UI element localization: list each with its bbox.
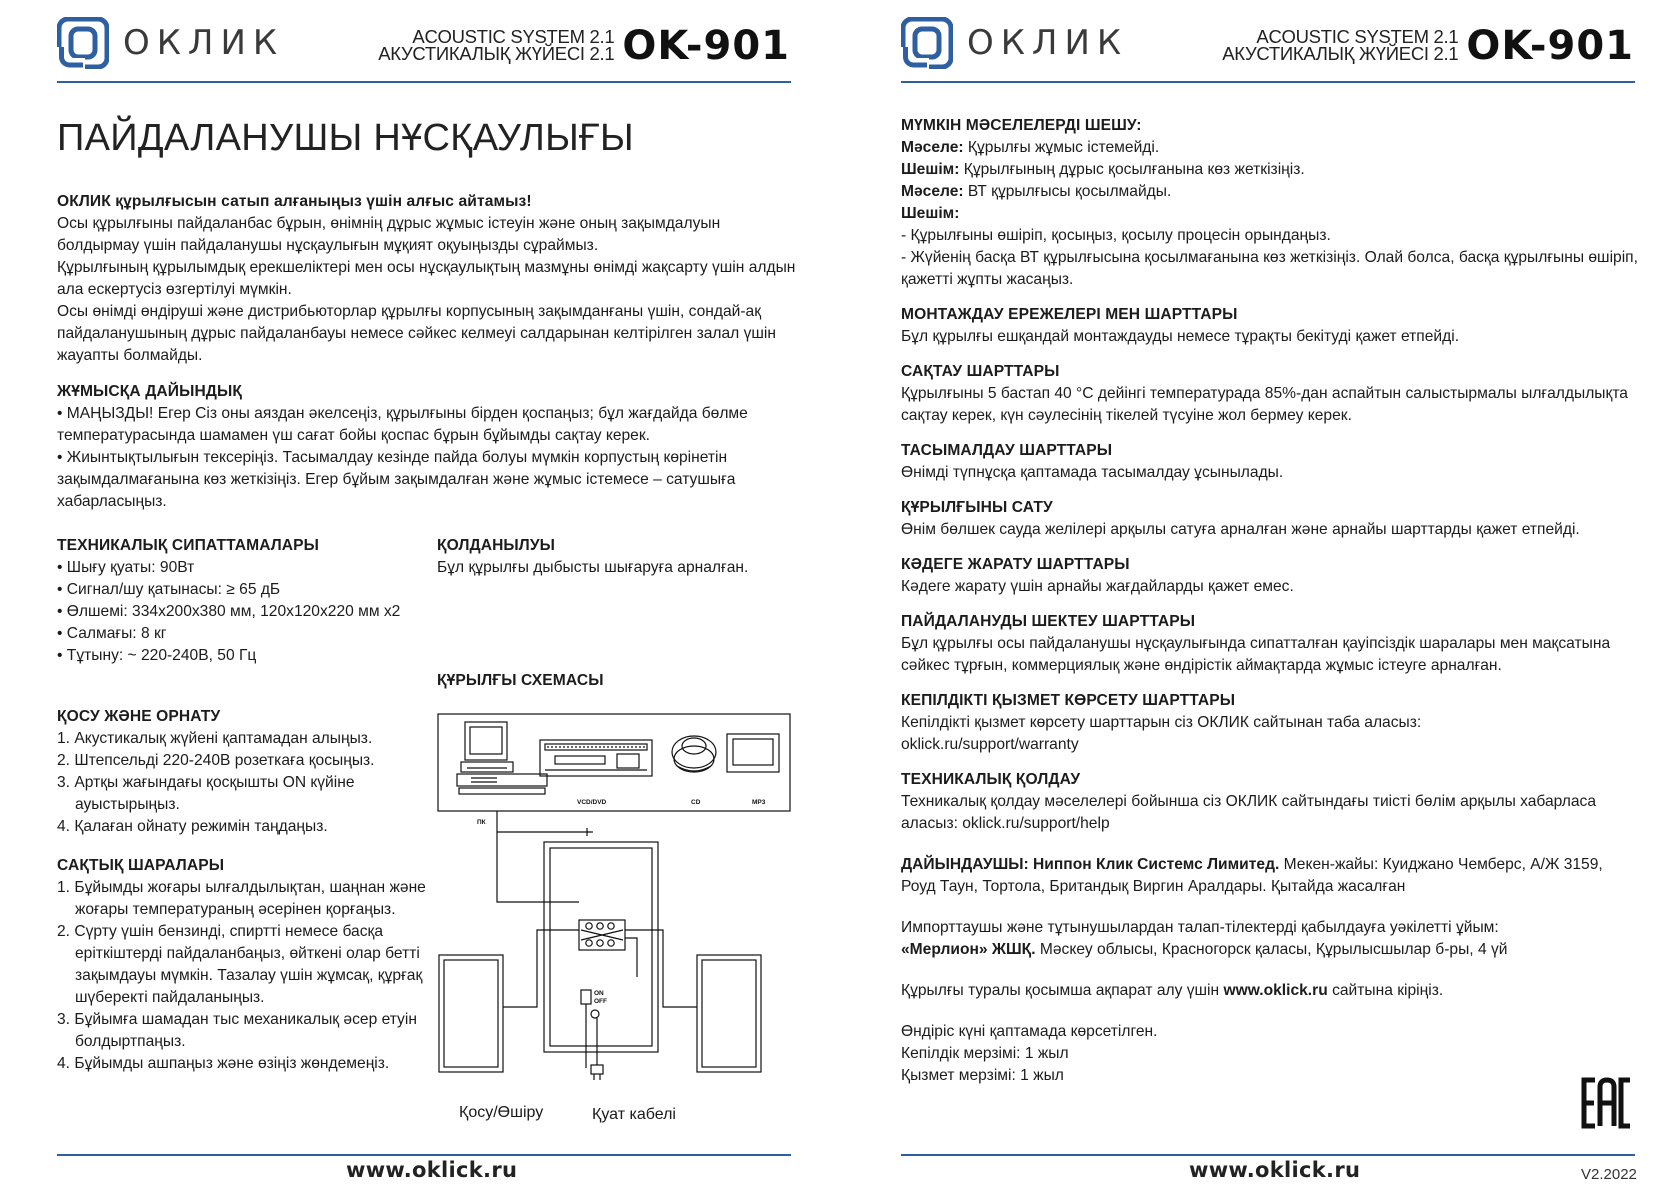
support-heading: ТЕХНИКАЛЫҚ ҚОЛДАУ <box>901 771 1081 788</box>
mount-section <box>901 304 1641 348</box>
header-product <box>1222 24 1634 68</box>
subwoofer <box>544 842 658 1052</box>
dvd-player-icon <box>540 740 652 776</box>
product-line-en: ACOUSTIC SYSTEM 2.1 <box>412 26 615 47</box>
support-text: Техникалық қолдау мәселелері бойынша сіз ОКЛИК сайтындағы тиісті бөлім арқылы хабарласа аласыз: oklick.ru/support/help <box>901 793 1597 832</box>
disposal-section <box>901 554 1641 598</box>
product-line-kz: АКУСТИКАЛЫҚ ЖҮЙЕСІ 2.1 <box>1222 43 1459 64</box>
cd-player-icon <box>672 736 716 772</box>
footer-url[interactable]: www.oklick.ru <box>346 1158 518 1182</box>
solution-step: - Жүйенің басқа ВТ құрылғысына қосылмағанына көз жеткізіңіз. Олай болса, басқа құрылғыны өшіріп, қажетті жұпты жасаңыз. <box>901 249 1638 288</box>
intro-p3: Осы өнімді өндіруші және дистрибьюторлар құрылғы корпусының зақымданғаны үшін, сондай-ақ пайдаланушының дұрыс пайдаланбауы немесе сәйкес келмеуі салдарынан келтірілген залал үшін жауапты болмайды. <box>57 303 776 364</box>
safety-item: 1. Бұйымды жоғары ылғалдылықтан, шаңнан және жоғары температураның әсерінен қорғаңыз. <box>57 879 426 918</box>
maker-section <box>901 854 1641 898</box>
importer-bold: «Мерлион» ЖШҚ. <box>901 941 1036 958</box>
safety-heading: САҚТЫҚ ШАРАЛАРЫ <box>57 857 225 874</box>
importer-text: Импорттаушы және тұтынушылардан талап-тілектерді қабылдауға уәкілетті ұйым: <box>901 919 1499 936</box>
info-url[interactable]: www.oklick.ru <box>1223 982 1328 999</box>
disposal-text: Кәдеге жарату үшін арнайы жағдайларды қажет емес. <box>901 578 1294 595</box>
transport-text: Өнімді түпнұсқа қаптамада тасымалдау ұсынылады. <box>901 464 1284 481</box>
specs-section <box>57 535 437 667</box>
footer-rule <box>901 1154 1635 1156</box>
importer-address: Мәскеу облысы, Красногорск қаласы, Құрылысшылар б-ры, 4 үй <box>1035 941 1508 958</box>
pc-icon <box>457 722 547 794</box>
model-name: OK-901 <box>1466 23 1634 69</box>
speaker-right <box>697 955 761 1072</box>
info-section <box>901 980 1641 1002</box>
intro-section <box>57 191 797 367</box>
usage-section <box>437 535 817 579</box>
safety-item: 3. Бұйымға шамадан тыс механикалық әсер етуін болдыртпаңыз. <box>57 1011 417 1050</box>
off-label: OFF <box>594 998 607 1005</box>
model-name: OK-901 <box>622 23 790 69</box>
header-product <box>378 24 790 68</box>
page-title: ПАЙДАЛАНУШЫ НҰСҚАУЛЫҒЫ <box>57 117 634 159</box>
problem-text: Құрылғы жұмыс істемейді. <box>963 139 1160 156</box>
warranty-heading: КЕПІЛДІКТІ ҚЫЗМЕТ КӨРСЕТУ ШАРТТАРЫ <box>901 692 1236 709</box>
importer-section <box>901 917 1641 961</box>
oklick-logo-icon <box>901 17 953 69</box>
install-step: 4. Қалаған ойнату режимін таңдаңыз. <box>57 818 328 835</box>
install-heading: ҚОСУ ЖӘНЕ ОРНАТУ <box>57 708 221 725</box>
storage-text: Құрылғыны 5 бастап 40 °С дейінгі температурада 85%-дан аспайтын салыстырмалы ылғалдылықта сақтау керек, күн сәулесінің тікелей түсуіне жол бермеу керек. <box>901 385 1628 424</box>
storage-section <box>901 361 1641 427</box>
safety-section <box>57 855 427 1075</box>
production-date: Өндіріс күні қаптамада көрсетілген. <box>901 1023 1158 1040</box>
spec-item: • Салмағы: 8 кг <box>57 625 167 642</box>
vcd-label: VCD/DVD <box>577 799 607 806</box>
prep-heading: ЖҰМЫСҚА ДАЙЫНДЫҚ <box>57 383 242 400</box>
transport-heading: ТАСЫМАЛДАУ ШАРТТАРЫ <box>901 442 1113 459</box>
usage-text: Бұл құрылғы дыбысты шығаруға арналған. <box>437 559 749 576</box>
warranty-period: Кепілдік мерзімі: 1 жыл <box>901 1045 1069 1062</box>
on-label: ON <box>594 990 604 997</box>
mount-heading: МОНТАЖДАУ ЕРЕЖЕЛЕРІ МЕН ШАРТТАРЫ <box>901 306 1238 323</box>
eac-mark-icon <box>1581 1077 1633 1129</box>
prep-bullet-2: • Жиынтықтылығын тексеріңіз. Тасымалдау кезінде пайда болуы мүмкін корпустың көрінетін зақымдалмағанына көз жеткізіңіз. Егер бұйым зақымдалған және жұмыс істемесе – сатушыға хабарласыңыз. <box>57 449 736 510</box>
storage-heading: САҚТАУ ШАРТТАРЫ <box>901 363 1060 380</box>
solution-text: Құрылғының дұрыс қосылғанына көз жеткізіңіз. <box>959 161 1305 178</box>
warranty-text: Кепілдікті қызмет көрсету шарттарын сіз ОКЛИК сайтынан таба аласыз: <box>901 714 1422 731</box>
footer-url[interactable]: www.oklick.ru <box>1189 1158 1361 1182</box>
install-section <box>57 706 427 838</box>
mount-text: Бұл құрылғы ешқандай монтаждауды немесе тұрақты бекітуді қажет етпейді. <box>901 328 1460 345</box>
brand-logo <box>57 16 284 70</box>
problem-label: Мәселе: <box>901 139 964 156</box>
safety-item: 2. Сүрту үшін бензинді, спиртті немесе басқа еріткіштерді пайдаланбаңыз, өйткені олар бетті зақымдауы мүмкін. Тазалау үшін жұмсақ, құрғақ шүберекті пайдаланыңыз. <box>57 923 423 1006</box>
footer-rule <box>57 1154 791 1156</box>
info-text: Құрылғы туралы қосымша ақпарат алу үшін <box>901 982 1224 999</box>
solution-label: Шешім: <box>901 161 960 178</box>
install-step: 2. Штепсельді 220-240В розеткаға қосыңыз. <box>57 752 375 769</box>
version-label: V2.2022 <box>1581 1166 1637 1183</box>
transport-section <box>901 440 1641 484</box>
info-text-end: сайтына кіріңіз. <box>1327 982 1444 999</box>
oklick-logo-icon <box>57 17 109 69</box>
spec-item: • Өлшемі: 334x200x380 мм, 120x120x220 мм x2 <box>57 603 401 620</box>
solution-label: Шешім: <box>901 205 960 222</box>
product-line-kz: АКУСТИКАЛЫҚ ЖҮЙЕСІ 2.1 <box>378 43 615 64</box>
prep-bullet-1: • МАҢЫЗДЫ! Егер Сіз оны аяздан әкелсеңіз, құрылғыны бірден қоспаңыз; бұл жағдайда бөлме температурасында шамамен үш сағат бойы қоспас бұрын бұйымды сақтау керек. <box>57 405 748 444</box>
support-section <box>901 769 1641 835</box>
prep-section <box>57 381 797 513</box>
warranty-url[interactable]: oklick.ru/support/warranty <box>901 736 1079 753</box>
limits-text: Бұл құрылғы осы пайдаланушы нұсқаулығында сипатталған қауіпсіздік шаралары мен мақсатына сәйкес тұрғын, коммерциялық және өндірістік аймақтарда жұмыс істеуге арналған. <box>901 635 1611 674</box>
spec-item: • Тұтыну: ~ 220-240В, 50 Гц <box>57 647 257 664</box>
sale-text: Өнім бөлшек сауда желілері арқылы сатуға арналған және арнайы шарттарды қажет етпейді. <box>901 521 1580 538</box>
usage-heading: ҚОЛДАНЫЛУЫ <box>437 537 556 554</box>
mp3-label: MP3 <box>752 799 766 806</box>
service-life: Қызмет мерзімі: 1 жыл <box>901 1067 1064 1084</box>
specs-heading: ТЕХНИКАЛЫҚ СИПАТТАМАЛАРЫ <box>57 537 320 554</box>
install-step: 3. Артқы жағындағы қосқышты ON күйіне ауыстырыңыз. <box>57 774 355 813</box>
install-step: 1. Акустикалық жүйені қаптамадан алыңыз. <box>57 730 373 747</box>
trouble-heading: МҮМКІН МӘСЕЛЕЛЕРДІ ШЕШУ: <box>901 117 1142 134</box>
power-socket <box>591 1010 599 1018</box>
problem-label: Мәселе: <box>901 183 964 200</box>
solution-step: - Құрылғыны өшіріп, қосыңыз, қосылу процесін орындаңыз. <box>901 227 1331 244</box>
warranty-section <box>901 690 1641 756</box>
intro-p2: Құрылғының құрылымдық ерекшеліктері мен осы нұсқаулықтың мазмұны өнімді жақсарту үшін алдын ала ескертусіз өзгертілуі мүмкін. <box>57 259 796 298</box>
right-content <box>901 115 1641 1100</box>
spec-item: • Шығу қуаты: 90Вт <box>57 559 195 576</box>
speaker-left <box>439 955 503 1072</box>
limits-heading: ПАЙДАЛАНУДЫ ШЕКТЕУ ШАРТТАРЫ <box>901 613 1196 630</box>
dates-section <box>901 1021 1641 1087</box>
power-switch-label: Қосу/Өшіру <box>459 1104 544 1121</box>
sale-section <box>901 497 1641 541</box>
right-page <box>839 0 1678 1191</box>
header-rule <box>57 81 791 83</box>
mp3-player-icon <box>727 734 779 772</box>
logo-text: ОКЛИК <box>123 23 285 63</box>
connection-diagram <box>437 712 793 1092</box>
limits-section <box>901 611 1641 677</box>
product-line-en: ACOUSTIC SYSTEM 2.1 <box>1256 26 1459 47</box>
power-cable-label: Қуат кабелі <box>592 1106 676 1123</box>
header-rule <box>901 81 1635 83</box>
spec-item: • Сигнал/шу қатынасы: ≥ 65 дБ <box>57 581 281 598</box>
disposal-heading: КӘДЕГЕ ЖАРАТУ ШАРТТАРЫ <box>901 556 1130 573</box>
intro-heading: ОКЛИК құрылғысын сатып алғаныңыз үшін алғыс айтамыз! <box>57 193 532 210</box>
intro-p1: Осы құрылғыны пайдаланбас бұрын, өнімнің дұрыс жұмыс істеуін және оның зақымдалуын болдырмау үшін пайдаланушы нұсқаулығын мұқият оқуыңызды сұраймыз. <box>57 215 721 254</box>
brand-logo <box>901 16 1128 70</box>
cd-label: CD <box>691 799 701 806</box>
pc-label: ПК <box>477 819 486 826</box>
maker-bold: ДАЙЫНДАУШЫ: Ниппон Клик Системс Лимитед. <box>901 856 1280 873</box>
diagram-heading-wrap <box>437 670 817 692</box>
logo-text: ОКЛИК <box>967 23 1129 63</box>
safety-item: 4. Бұйымды ашпаңыз және өзіңіз жөндемеңіз. <box>57 1055 390 1072</box>
problem-text: ВТ құрылғысы қосылмайды. <box>963 183 1172 200</box>
maker-text: Мекен-жайы: Куиджано Чемберс, А/Ж 3159, Роуд Таун, Тортола, Британдық Виргин Аралдары. Қытайда жасалған <box>901 856 1603 895</box>
input-panel <box>579 920 625 950</box>
sale-heading: ҚҰРЫЛҒЫНЫ САТУ <box>901 499 1053 516</box>
diagram-heading: ҚҰРЫЛҒЫ СХЕМАСЫ <box>437 672 604 689</box>
trouble-section <box>901 115 1641 291</box>
power-switch <box>581 990 591 1004</box>
